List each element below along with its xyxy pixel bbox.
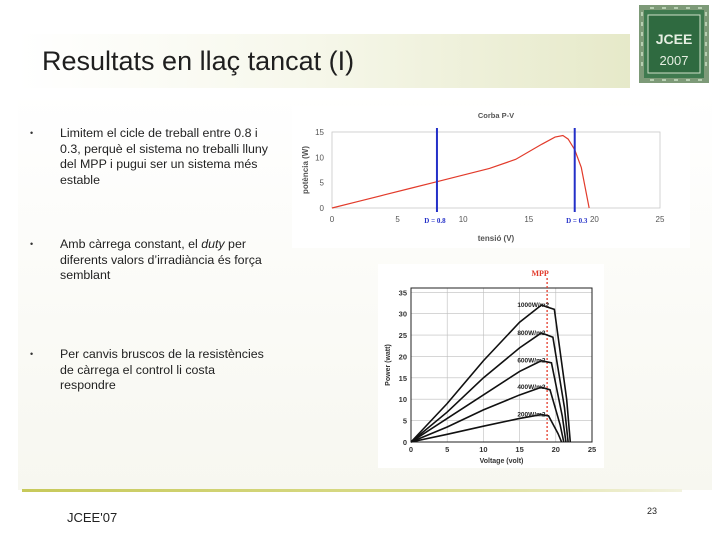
series-label: 600W/m2 <box>517 357 546 365</box>
duty-term: duty <box>201 237 225 251</box>
series-label: 1000W/m2 <box>517 302 550 310</box>
x-tick-label: 15 <box>515 445 524 454</box>
bullet-text: Per canvis bruscos de la resistències de càrrega el control li costa respondre <box>60 347 264 392</box>
x-tick-label: 10 <box>479 445 488 454</box>
footer-text: JCEE'07 <box>67 510 118 525</box>
x-tick-label: 20 <box>551 445 560 454</box>
x-tick-label: 15 <box>524 215 534 224</box>
page-number: 23 <box>647 506 658 516</box>
slide-title: Resultats en llaç tancat (I) <box>42 46 355 76</box>
x-axis-label: Voltage (volt) <box>479 458 524 465</box>
y-tick-label: 15 <box>315 128 324 137</box>
y-tick-label: 20 <box>398 352 407 362</box>
y-axis-label: potència (W) <box>301 146 310 194</box>
bullet-marker: • <box>30 349 34 359</box>
bullet-marker: • <box>30 128 34 138</box>
bullet-text: Amb càrrega constant, el duty per diferents valors d’irradiància és força semblant <box>60 237 262 282</box>
series-label: 400W/m2 <box>517 384 546 392</box>
bullet-text: Limitem el cicle de treball entre 0.8 i 0.3, perquè el sistema no treballi lluny del MPP i pugui ser un sistema més estable <box>60 126 269 187</box>
y-tick-label: 15 <box>398 373 407 383</box>
duty-marker-label: D = 0.8 <box>424 217 446 225</box>
series-label: 200W/m2 <box>517 411 546 419</box>
chart-title: Corba P-V <box>477 111 515 120</box>
y-tick-label: 10 <box>398 395 407 405</box>
series-label: 800W/m2 <box>517 329 546 337</box>
bullet-marker: • <box>30 239 34 249</box>
y-tick-label: 0 <box>319 204 324 213</box>
x-tick-label: 5 <box>395 215 400 224</box>
pv-curve-chart <box>292 106 690 248</box>
footer-divider <box>22 489 682 492</box>
x-tick-label: 20 <box>589 215 599 224</box>
plot-area <box>332 132 660 208</box>
y-tick-label: 5 <box>319 178 324 188</box>
y-axis-label: Power (watt) <box>385 344 392 386</box>
duty-marker-label: D = 0.3 <box>566 217 588 225</box>
y-tick-label: 30 <box>398 309 407 319</box>
x-tick-label: 0 <box>329 215 335 224</box>
x-tick-label: 0 <box>408 445 414 454</box>
x-tick-label: 10 <box>458 215 468 224</box>
y-tick-label: 5 <box>402 416 407 426</box>
x-tick-label: 25 <box>587 445 597 454</box>
y-tick-label: 0 <box>402 438 407 447</box>
logo-year: 2007 <box>659 53 689 68</box>
y-tick-label: 10 <box>315 153 324 163</box>
x-axis-label: tensió (V) <box>477 234 515 243</box>
y-tick-label: 35 <box>398 288 407 298</box>
mpp-label: MPP <box>531 269 549 278</box>
x-tick-label: 25 <box>655 215 665 224</box>
logo-name: JCEE <box>655 31 693 47</box>
jcee-logo <box>636 2 712 86</box>
x-tick-label: 5 <box>445 445 450 454</box>
y-tick-label: 25 <box>398 331 407 341</box>
power-voltage-irradiance-chart <box>378 264 604 468</box>
